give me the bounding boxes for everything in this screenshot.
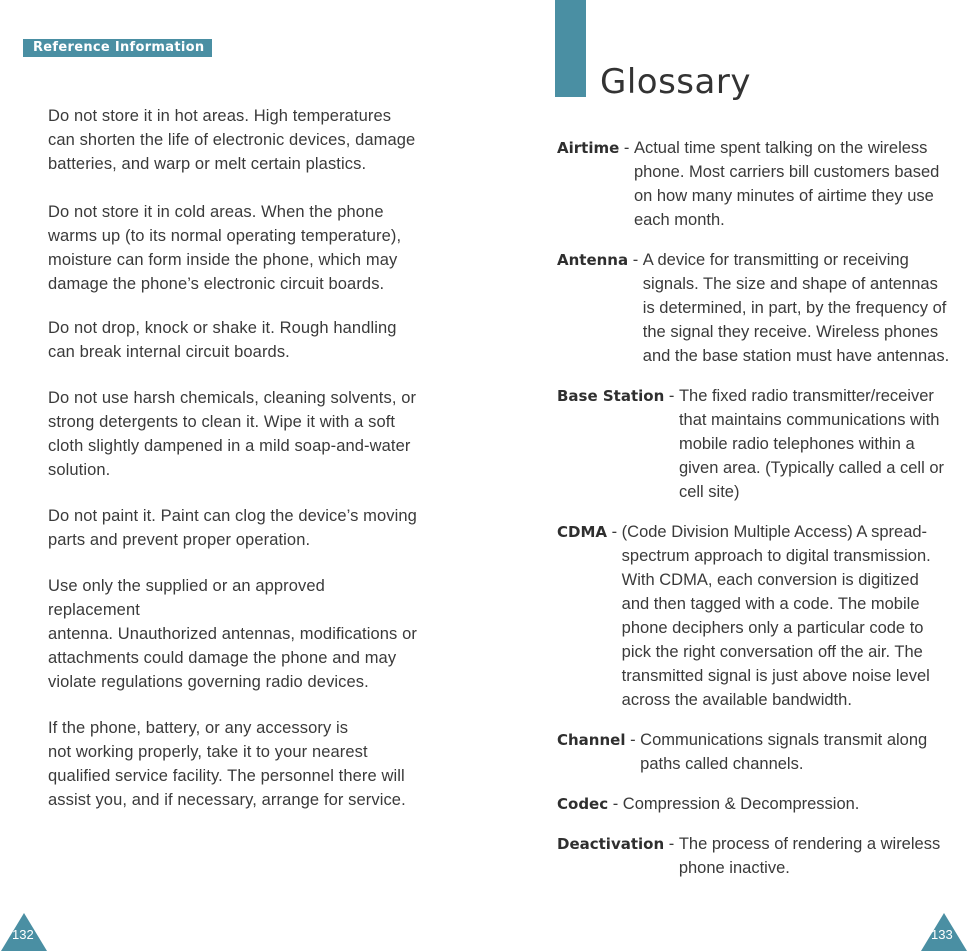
glossary-term: Airtime - — [557, 139, 634, 157]
glossary-entry-cdma — [557, 520, 957, 712]
glossary-entry-base-station — [557, 384, 957, 504]
section-label: Reference Information — [23, 39, 212, 57]
paragraph: Use only the supplied or an approved replacement antenna. Unauthorized antennas, modifications or attachments could damage the phone and may violate regulations governing radio devices. — [48, 577, 417, 691]
paragraph: Do not drop, knock or shake it. Rough handling can break internal circuit boards. — [48, 319, 397, 361]
glossary-entry-channel — [557, 728, 957, 776]
page-title: Glossary — [600, 62, 751, 102]
paragraph: If the phone, battery, or any accessory is not working properly, take it to your nearest qualified service facility. The personnel there will assist you, and if necessary, arrange for service. — [48, 719, 406, 809]
glossary-term: CDMA - — [557, 523, 622, 541]
paragraph: Do not paint it. Paint can clog the device’s moving parts and prevent proper operation. — [48, 507, 417, 549]
glossary-entry-antenna — [557, 248, 957, 368]
glossary-term: Codec - — [557, 795, 623, 813]
glossary-entry-deactivation — [557, 832, 957, 880]
page-number-right: 133 — [931, 927, 953, 942]
title-accent-bar — [555, 0, 586, 97]
glossary-definition: (Code Division Multiple Access) A spread- spectrum approach to digital transmission. With CDMA, each conversion is digitized and then tagged with a code. The mobile phone deciphers only a particular code to pick the right conversation off the air. The transmitted signal is just above noise level across the available bandwidth. — [621, 523, 931, 709]
glossary-list — [557, 136, 957, 896]
paragraph: Do not use harsh chemicals, cleaning solvents, or strong detergents to clean it. Wipe it with a soft cloth slightly dampened in a mild soap-and-water solution. — [48, 389, 417, 479]
glossary-entry-airtime — [557, 136, 957, 232]
glossary-definition: Actual time spent talking on the wireless phone. Most carriers bill customers based on how many minutes of airtime they use each month. — [633, 139, 940, 229]
glossary-definition: Communications signals transmit along paths called channels. — [640, 731, 928, 773]
glossary-entry-codec — [557, 792, 957, 816]
glossary-term: Base Station - — [557, 387, 679, 405]
glossary-definition: The fixed radio transmitter/receiver that maintains communications with mobile radio telephones within a given area. (Typically called a cell or cell site) — [678, 387, 944, 501]
glossary-term: Antenna - — [557, 251, 643, 269]
glossary-definition: A device for transmitting or receiving signals. The size and shape of antennas is determined, in part, by the frequency of the signal they receive. Wireless phones and the base station must have antennas. — [642, 251, 950, 365]
glossary-definition: Compression & Decompression. — [622, 795, 860, 813]
page-number-left: 132 — [12, 927, 34, 942]
glossary-term: Channel - — [557, 731, 641, 749]
glossary-definition: The process of rendering a wireless phone inactive. — [678, 835, 941, 877]
glossary-term: Deactivation - — [557, 835, 679, 853]
paragraph: Do not store it in cold areas. When the phone warms up (to its normal operating temperature), moisture can form inside the phone, which may damage the phone’s electronic circuit boards. — [48, 203, 402, 293]
paragraph: Do not store it in hot areas. High temperatures can shorten the life of electronic devices, damage batteries, and warp or melt certain plastics. — [48, 107, 416, 173]
left-page-body — [48, 104, 418, 834]
